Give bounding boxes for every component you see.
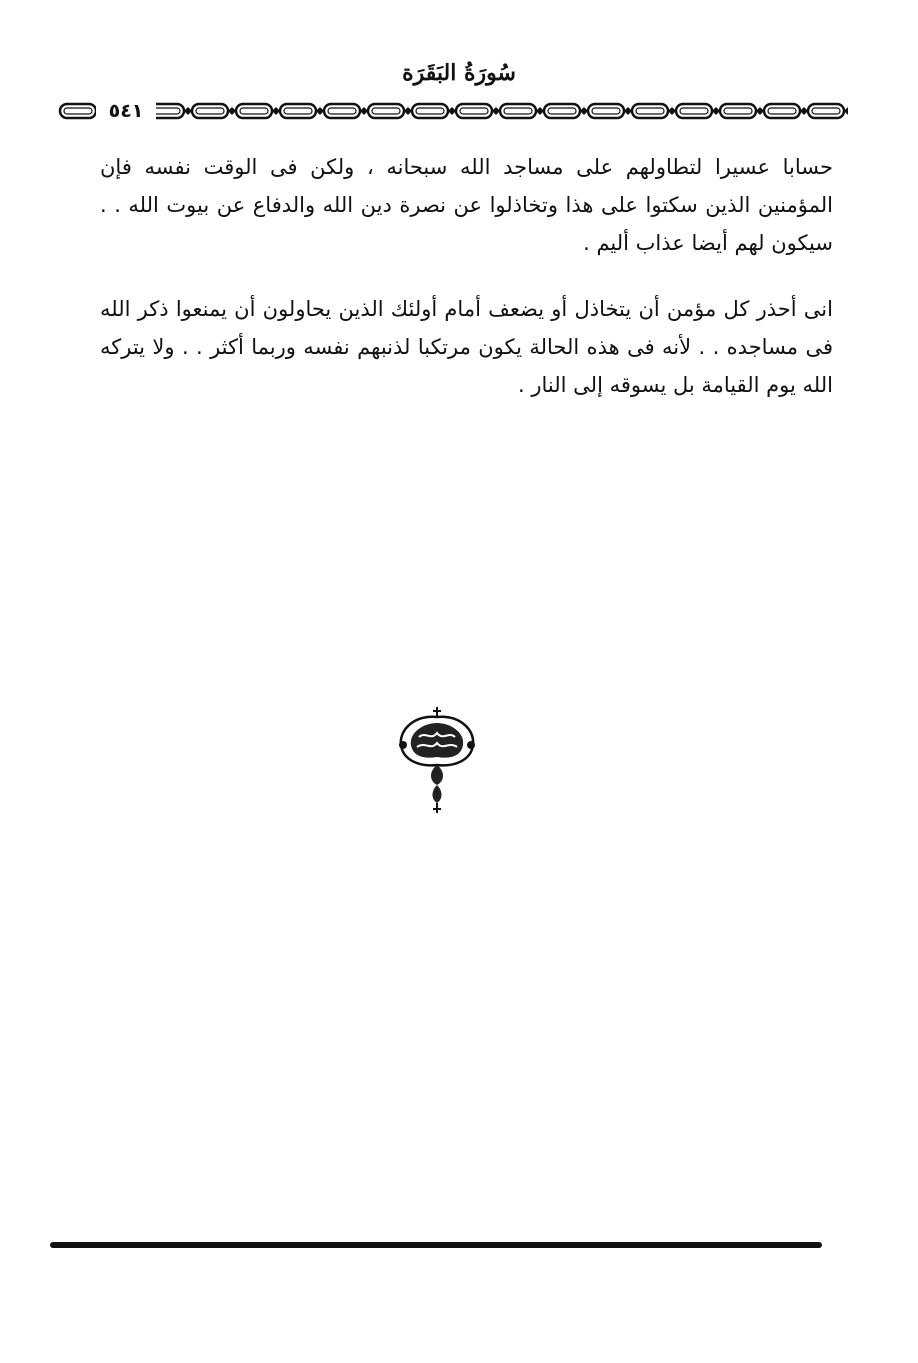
paragraph-2: انى أحذر كل مؤمن أن يتخاذل أو يضعف أمام أولئك الذين يحاولون أن يمنعوا ذكر الله فى مساجده . . لأنه فى هذه الحالة يكون مرتكبا لذنبهم نفسه وربما أكثر . . ولا يتركه الله يوم القيامة بل يسوقه إلى النار . — [100, 297, 833, 397]
surah-title: سُورَةُ البَقَرَة — [402, 60, 516, 86]
footer-rule — [50, 1242, 822, 1248]
floral-vignette-icon — [395, 705, 479, 815]
paragraph-1: حسابا عسيرا لتطاولهم على مساجد الله سبحانه ، ولكن فى الوقت نفسه فإن المؤمنين الذين سكتوا على هذا وتخاذلوا عن نصرة دين الله والدفاع عن بيوت الله . . سيكون لهم أيضا عذاب أليم . — [100, 155, 833, 255]
decorative-header-band — [58, 96, 848, 126]
chain-ornament-icon — [58, 96, 848, 126]
page-number: ٥٤١ — [96, 96, 156, 126]
